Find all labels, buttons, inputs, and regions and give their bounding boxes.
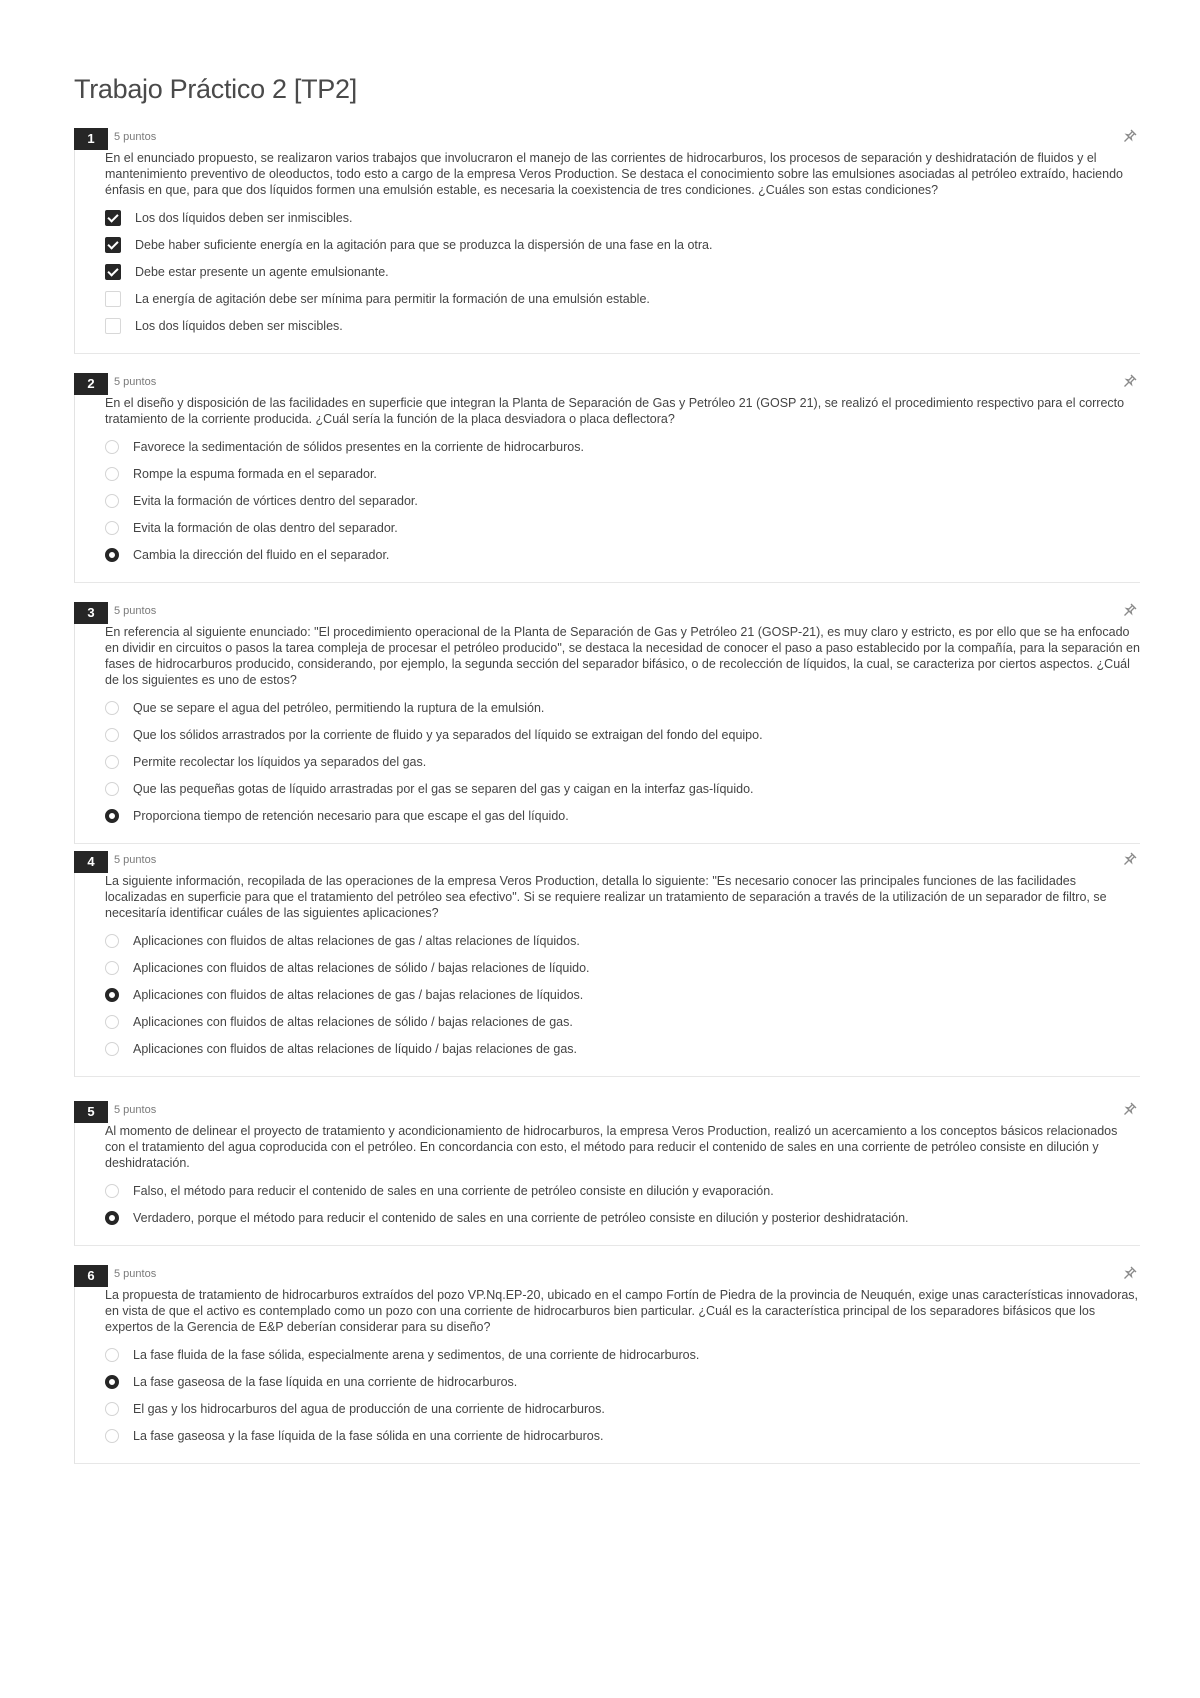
- radio[interactable]: [105, 1015, 119, 1029]
- option-label: El gas y los hidrocarburos del agua de producción de una corriente de hidrocarburos.: [133, 1401, 605, 1416]
- option-label: Que los sólidos arrastrados por la corriente de fluido y ya separados del líquido se extraigan del fondo del equipo.: [133, 727, 763, 742]
- option-label: Debe haber suficiente energía en la agitación para que se produzca la dispersión de una fase en la otra.: [135, 237, 713, 252]
- question-number: 1: [74, 128, 108, 150]
- checkbox-checked[interactable]: [105, 210, 121, 226]
- question-header: [74, 373, 1140, 395]
- answer-option[interactable]: [105, 258, 1140, 285]
- question-body: [74, 150, 1140, 354]
- answer-option[interactable]: [105, 433, 1140, 460]
- answer-option[interactable]: [105, 1204, 1140, 1231]
- radio-selected[interactable]: [105, 1375, 119, 1389]
- answer-option[interactable]: [105, 694, 1140, 721]
- radio-selected[interactable]: [105, 1211, 119, 1225]
- option-label: Aplicaciones con fluidos de altas relaciones de sólido / bajas relaciones de gas.: [133, 1014, 573, 1029]
- checkbox-checked[interactable]: [105, 237, 121, 253]
- radio[interactable]: [105, 1184, 119, 1198]
- radio[interactable]: [105, 1042, 119, 1056]
- question-number: 4: [74, 851, 108, 873]
- answer-option[interactable]: [105, 748, 1140, 775]
- answer-option[interactable]: [105, 231, 1140, 258]
- question-number: 5: [74, 1101, 108, 1123]
- question-body: [74, 395, 1140, 583]
- radio[interactable]: [105, 1348, 119, 1362]
- option-label: La fase gaseosa y la fase líquida de la fase sólida en una corriente de hidrocarburos.: [133, 1428, 604, 1443]
- question-points: 5 puntos: [114, 854, 157, 866]
- question-text: Al momento de delinear el proyecto de tratamiento y acondicionamiento de hidrocarburos, la empresa Veros Production, realizó un acercamiento a los conceptos básicos relacionados con el tratamiento del agua coproducida con el petróleo. En concordancia con esto, el método para reducir el contenido de sales en una corriente de petróleo consiste en dilución y deshidratación.: [105, 1124, 1118, 1170]
- option-label: La fase fluida de la fase sólida, especialmente arena y sedimentos, de una corriente de hidrocarburos.: [133, 1347, 700, 1362]
- radio[interactable]: [105, 728, 119, 742]
- question-header: [74, 128, 1140, 150]
- radio[interactable]: [105, 521, 119, 535]
- radio[interactable]: [105, 1402, 119, 1416]
- question-points: 5 puntos: [114, 605, 157, 617]
- question-5: [74, 1101, 1140, 1246]
- answer-option[interactable]: [105, 1177, 1140, 1204]
- answer-option[interactable]: [105, 954, 1140, 981]
- radio[interactable]: [105, 467, 119, 481]
- option-label: Aplicaciones con fluidos de altas relaciones de gas / bajas relaciones de líquidos.: [133, 987, 584, 1002]
- answer-option[interactable]: [105, 204, 1140, 231]
- question-header: [74, 851, 1140, 873]
- radio[interactable]: [105, 494, 119, 508]
- answer-option[interactable]: [105, 1368, 1140, 1395]
- question-6: [74, 1265, 1140, 1464]
- answer-option[interactable]: [105, 981, 1140, 1008]
- question-2: [74, 373, 1140, 583]
- option-label: Aplicaciones con fluidos de altas relaciones de sólido / bajas relaciones de líquido.: [133, 960, 590, 975]
- question-text: En referencia al siguiente enunciado: "El procedimiento operacional de la Planta de Separación de Gas y Petróleo 21 (GOSP-21), es muy claro y estricto, es por ello que se ha enfocado en dividir en circuitos o pasos la tarea compleja de procesar el petróleo producido", se destaca la necesidad de conocer el paso a paso establecido por la compañía, para la separación en fases de hidrocarburos producido, considerando, por ejemplo, la segunda sección del separador bifásico, o de recolección de líquidos, la cual, se caracteriza por ciertos aspectos. ¿Cuál de los siguientes es uno de estos?: [105, 625, 1140, 687]
- answer-option[interactable]: [105, 487, 1140, 514]
- answer-option[interactable]: [105, 460, 1140, 487]
- option-label: La energía de agitación debe ser mínima para permitir la formación de una emulsión estable.: [135, 291, 650, 306]
- radio[interactable]: [105, 755, 119, 769]
- question-text: En el enunciado propuesto, se realizaron varios trabajos que involucraron el manejo de las corrientes de hidrocarburos, los procesos de separación y deshidratación de fluidos y el mantenimiento preventivo de oleoductos, todo esto a cargo de la empresa Veros Production. Se destaca el conocimiento sobre las emulsiones asociadas al petróleo extraído, haciendo énfasis en que, para que dos líquidos formen una emulsión estable, es necesaria la coexistencia de tres condiciones. ¿Cuáles son estas condiciones?: [105, 151, 1123, 197]
- pin-icon[interactable]: [1122, 1101, 1140, 1119]
- option-label: Verdadero, porque el método para reducir el contenido de sales en una corriente de petróleo consiste en dilución y posterior deshidratación.: [133, 1210, 909, 1225]
- answer-option[interactable]: [105, 1341, 1140, 1368]
- question-points: 5 puntos: [114, 1268, 157, 1280]
- question-number: 2: [74, 373, 108, 395]
- page-title: Trabajo Práctico 2 [TP2]: [74, 74, 357, 104]
- radio[interactable]: [105, 440, 119, 454]
- question-4: [74, 851, 1140, 1077]
- question-header: [74, 1265, 1140, 1287]
- pin-icon[interactable]: [1122, 128, 1140, 146]
- question-points: 5 puntos: [114, 376, 157, 388]
- checkbox-checked[interactable]: [105, 264, 121, 280]
- checkbox[interactable]: [105, 318, 121, 334]
- question-number: 3: [74, 602, 108, 624]
- option-label: Evita la formación de olas dentro del separador.: [133, 520, 398, 535]
- question-body: [74, 873, 1140, 1077]
- question-body: [74, 1123, 1140, 1246]
- answer-option[interactable]: [105, 1395, 1140, 1422]
- checkbox[interactable]: [105, 291, 121, 307]
- option-label: Permite recolectar los líquidos ya separados del gas.: [133, 754, 427, 769]
- option-label: Proporciona tiempo de retención necesario para que escape el gas del líquido.: [133, 808, 569, 823]
- option-label: Favorece la sedimentación de sólidos presentes en la corriente de hidrocarburos.: [133, 439, 584, 454]
- radio[interactable]: [105, 934, 119, 948]
- option-label: Evita la formación de vórtices dentro del separador.: [133, 493, 418, 508]
- option-label: Aplicaciones con fluidos de altas relaciones de líquido / bajas relaciones de gas.: [133, 1041, 578, 1056]
- option-label: Falso, el método para reducir el contenido de sales en una corriente de petróleo consiste en dilución y evaporación.: [133, 1183, 774, 1198]
- option-label: Rompe la espuma formada en el separador.: [133, 466, 377, 481]
- option-label: Debe estar presente un agente emulsionante.: [135, 264, 389, 279]
- radio-selected[interactable]: [105, 809, 119, 823]
- answer-option[interactable]: [105, 1035, 1140, 1062]
- question-body: [74, 624, 1140, 844]
- question-points: 5 puntos: [114, 131, 157, 143]
- answer-option[interactable]: [105, 1008, 1140, 1035]
- option-label: Que se separe el agua del petróleo, permitiendo la ruptura de la emulsión.: [133, 700, 545, 715]
- radio-selected[interactable]: [105, 988, 119, 1002]
- pin-icon[interactable]: [1122, 373, 1140, 391]
- answer-option[interactable]: [105, 312, 1140, 339]
- pin-icon[interactable]: [1122, 1265, 1140, 1283]
- question-text: En el diseño y disposición de las facilidades en superficie que integran la Planta de Separación de Gas y Petróleo 21 (GOSP 21), se realizó el procedimiento respectivo para el correcto tratamiento de la corriente producida. ¿Cuál sería la función de la placa desviadora o placa deflectora?: [105, 396, 1125, 426]
- answer-option[interactable]: [105, 285, 1140, 312]
- option-label: Que las pequeñas gotas de líquido arrastradas por el gas se separen del gas y caigan en la interfaz gas-líquido.: [133, 781, 754, 796]
- answer-option[interactable]: [105, 802, 1140, 829]
- question-text: La propuesta de tratamiento de hidrocarburos extraídos del pozo VP.Nq.EP-20, ubicado en el campo Fortín de Piedra de la provincia de Neuquén, exige unas características innovadoras, en vista de que el activo es contemplado como un pozo con una corriente de hidrocarburos bien particular. ¿Cuál es la característica principal de los separadores bifásicos que los expertos de la Gerencia de E&P deberían considerar para su diseño?: [105, 1288, 1139, 1334]
- question-header: [74, 1101, 1140, 1123]
- answer-option[interactable]: [105, 775, 1140, 802]
- answer-option[interactable]: [105, 514, 1140, 541]
- pin-icon[interactable]: [1122, 602, 1140, 620]
- answer-option[interactable]: [105, 541, 1140, 568]
- question-1: [74, 128, 1140, 354]
- option-label: Cambia la dirección del fluido en el separador.: [133, 547, 390, 562]
- question-header: [74, 602, 1140, 624]
- option-label: Los dos líquidos deben ser inmiscibles.: [135, 210, 353, 225]
- question-3: [74, 602, 1140, 844]
- radio[interactable]: [105, 701, 119, 715]
- option-label: Aplicaciones con fluidos de altas relaciones de gas / altas relaciones de líquidos.: [133, 933, 580, 948]
- answer-option[interactable]: [105, 1422, 1140, 1449]
- answer-option[interactable]: [105, 927, 1140, 954]
- radio[interactable]: [105, 782, 119, 796]
- question-body: [74, 1287, 1140, 1464]
- option-label: La fase gaseosa de la fase líquida en una corriente de hidrocarburos.: [133, 1374, 518, 1389]
- radio[interactable]: [105, 1429, 119, 1443]
- radio-selected[interactable]: [105, 548, 119, 562]
- pin-icon[interactable]: [1122, 851, 1140, 869]
- option-label: Los dos líquidos deben ser miscibles.: [135, 318, 343, 333]
- question-number: 6: [74, 1265, 108, 1287]
- question-points: 5 puntos: [114, 1104, 157, 1116]
- radio[interactable]: [105, 961, 119, 975]
- answer-option[interactable]: [105, 721, 1140, 748]
- question-text: La siguiente información, recopilada de las operaciones de la empresa Veros Production, detalla lo siguiente: "Es necesario conocer las principales funciones de las facilidades localizadas en superficie para que el tratamiento del petróleo sea efectivo". Si se requiere realizar un tratamiento de separación a través de la utilización de un separador de filtro, se necesitaría identificar cuáles de las siguientes aplicaciones?: [105, 874, 1107, 920]
